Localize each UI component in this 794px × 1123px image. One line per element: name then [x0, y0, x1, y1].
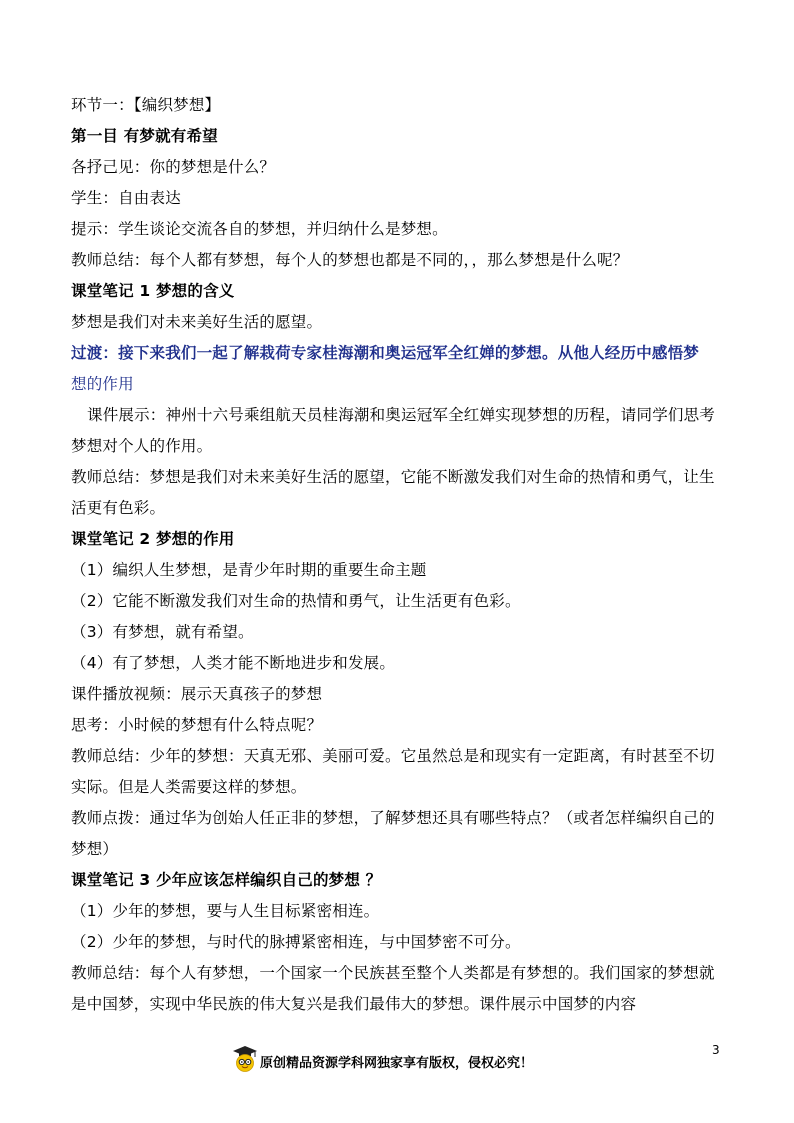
- line-8: 梦想是我们对未来美好生活的愿望。: [71, 313, 323, 331]
- line-5: 提示：学生谈论交流各自的梦想，并归纳什么是梦想。: [71, 220, 448, 238]
- line-20: 课件播放视频：展示天真孩子的梦想: [71, 685, 323, 703]
- line-13: 教师总结：梦想是我们对未来美好生活的愿望，它能不断激发我们对生命的热情和勇气，让生: [71, 468, 715, 486]
- line-1: 环节一：【编织梦想】: [71, 96, 221, 114]
- line-23: 实际。但是人类需要这样的梦想。: [71, 778, 307, 796]
- line-29: 教师总结：每个人有梦想，一个国家一个民族甚至整个人类都是有梦想的。我们国家的梦想就: [71, 964, 715, 982]
- transition-line: 过渡：接下来我们一起了解栽荷专家桂海潮和奥运冠军全红婵的梦想。从他人经历中感悟梦: [71, 344, 700, 362]
- line-6: 教师总结：每个人都有梦想，每个人的梦想也都是不同的，，那么梦想是什么呢？: [71, 251, 629, 269]
- line-11: 课件展示：神州十六号乘组航天员桂海潮和奥运冠军全红婵实现梦想的历程，请同学们思考: [87, 406, 716, 424]
- line-12: 梦想对个人的作用。: [71, 437, 213, 455]
- note-heading-1: 课堂笔记 1 梦想的含义: [71, 282, 235, 300]
- line-21: 思考：小时候的梦想有什么特点呢？: [71, 716, 323, 734]
- document-body: [71, 90, 727, 1020]
- line-14: 活更有色彩。: [71, 499, 166, 517]
- footer-copyright-text: 原创精品资源学科网独家享有版权，侵权必究！: [260, 1055, 534, 1071]
- copyright-footer: [232, 1046, 533, 1076]
- list-item: （2）少年的梦想，与时代的脉搏紧密相连，与中国梦密不可分。: [71, 933, 521, 951]
- list-item: （2）它能不断激发我们对生命的热情和勇气，让生活更有色彩。: [71, 592, 521, 610]
- line-30: 是中国梦，实现中华民族的伟大复兴是我们最伟大的梦想。课件展示中国梦的内容: [71, 995, 637, 1013]
- section-heading-1: 第一目 有梦就有希望: [71, 127, 218, 145]
- line-25: 梦想）: [71, 840, 119, 858]
- line-3: 各抒己见：你的梦想是什么？: [71, 158, 276, 176]
- graduate-mascot-icon: [232, 1045, 258, 1077]
- transition-line-cont: 想的作用: [71, 375, 134, 393]
- list-item: （4）有了梦想，人类才能不断地进步和发展。: [71, 654, 396, 672]
- note-heading-2: 课堂笔记 2 梦想的作用: [71, 530, 235, 548]
- note-heading-3: 课堂笔记 3 少年应该怎样编织自己的梦想 ？: [71, 871, 382, 889]
- line-22: 教师总结：少年的梦想：天真无邪、美丽可爱。它虽然总是和现实有一定距离，有时甚至不切: [71, 747, 715, 765]
- line-24: 教师点拨：通过华为创始人任正非的梦想，了解梦想还具有哪些特点？（或者怎样编织自己的: [71, 809, 715, 827]
- list-item: （1）编织人生梦想，是青少年时期的重要生命主题: [71, 561, 427, 579]
- line-4: 学生：自由表达: [71, 189, 181, 207]
- page-number: 3: [712, 1043, 720, 1057]
- list-item: （3）有梦想，就有希望。: [71, 623, 254, 641]
- list-item: （1）少年的梦想，要与人生目标紧密相连。: [71, 902, 380, 920]
